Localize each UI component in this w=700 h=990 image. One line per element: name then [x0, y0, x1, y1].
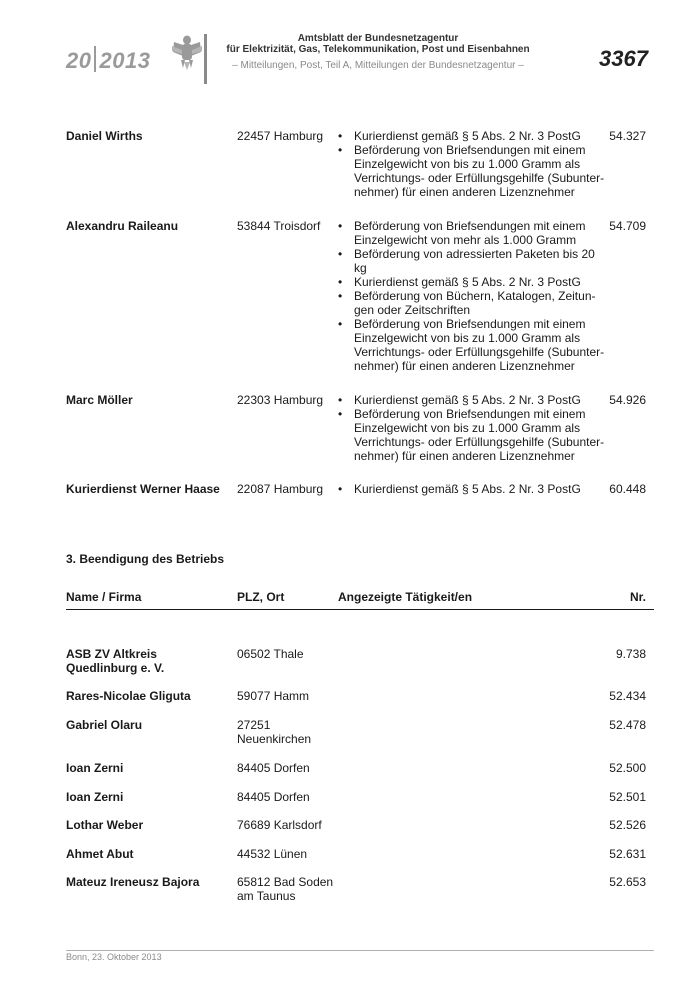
licensee-number: 54.327: [609, 129, 646, 143]
footer-date: Bonn, 23. Oktober 2013: [66, 952, 162, 962]
column-header-nr: Nr.: [629, 590, 646, 604]
activity-item: • Beförderung von Büchern, Katalogen, Zeitun-gen oder Zeitschriften: [338, 289, 608, 317]
company-city: 06502 Thale: [237, 647, 304, 661]
page-number: 3367: [599, 46, 648, 71]
company-name: Lothar Weber: [66, 818, 144, 832]
federal-eagle-icon: [170, 32, 204, 72]
licensee-number: 54.709: [609, 219, 646, 233]
licensee-city: 22457 Hamburg: [237, 129, 324, 143]
company-city: 27251 Neuenkirchen: [237, 718, 312, 746]
company-number: 9.738: [615, 647, 646, 661]
activity-item: • Kurierdienst gemäß § 5 Abs. 2 Nr. 3 PostG: [338, 129, 608, 143]
column-header-activity: Angezeigte Tätigkeit/en: [338, 590, 473, 604]
company-city: 59077 Hamm: [237, 689, 310, 703]
company-name: Ioan Zerni: [66, 790, 124, 804]
company-city: 84405 Dorfen: [237, 790, 310, 804]
company-name: Rares-Nicolae Gliguta: [66, 689, 191, 703]
issue-year: 2013: [99, 48, 151, 73]
issue-separator: [94, 46, 96, 72]
activity-item: • Beförderung von adressierten Paketen bis 20 kg: [338, 247, 608, 275]
licensee-name: Alexandru Raileanu: [66, 219, 179, 233]
company-city: 65812 Bad Soden am Taunus: [237, 875, 334, 903]
company-number: 52.653: [609, 875, 646, 889]
licensee-city: 22303 Hamburg: [237, 393, 324, 407]
issue-label: [66, 46, 150, 74]
gazette-subtitle: für Elektrizität, Gas, Telekommunikation, Post und Eisenbahnen: [226, 44, 530, 55]
gazette-title: Amtsblatt der Bundesnetzagentur: [297, 33, 459, 44]
company-number: 52.631: [609, 847, 646, 861]
column-header-name: Name / Firma: [66, 590, 142, 604]
company-name: Gabriel Olaru: [66, 718, 143, 732]
company-number: 52.478: [609, 718, 646, 732]
licensee-name: Kurierdienst Werner Haase: [66, 482, 220, 496]
licensee-city: 22087 Hamburg: [237, 482, 324, 496]
table-header-rule: [66, 609, 654, 610]
footer-rule: [66, 950, 654, 951]
column-header-city: PLZ, Ort: [237, 590, 285, 604]
licensee-name: Daniel Wirths: [66, 129, 143, 143]
company-number: 52.501: [609, 790, 646, 804]
company-number: 52.434: [609, 689, 646, 703]
activity-item: • Beförderung von Briefsendungen mit einem Einzelgewicht von bis zu 1.000 Gramm als Verrichtungs- oder Erfüllungsgehilfe (Subunter-nehmer) für einen anderen Lizenznehmer: [338, 317, 608, 373]
activity-item: • Kurierdienst gemäß § 5 Abs. 2 Nr. 3 PostG: [338, 275, 608, 289]
company-city: 76689 Karlsdorf: [237, 818, 322, 832]
licensee-name: Marc Möller: [66, 393, 133, 407]
activity-item: • Kurierdienst gemäß § 5 Abs. 2 Nr. 3 PostG: [338, 393, 608, 407]
company-city: 44532 Lünen: [237, 847, 308, 861]
header-divider: [204, 34, 207, 84]
company-name: ASB ZV Altkreis Quedlinburg e. V.: [66, 647, 165, 675]
company-name: Ioan Zerni: [66, 761, 124, 775]
licensee-number: 60.448: [609, 482, 646, 496]
company-number: 52.500: [609, 761, 646, 775]
company-city: 84405 Dorfen: [237, 761, 310, 775]
activity-item: • Beförderung von Briefsendungen mit einem Einzelgewicht von mehr als 1.000 Gramm: [338, 219, 608, 247]
activity-item: • Beförderung von Briefsendungen mit einem Einzelgewicht von bis zu 1.000 Gramm als Verrichtungs- oder Erfüllungsgehilfe (Subunter-nehmer) für einen anderen Lizenznehmer: [338, 143, 608, 199]
gazette-section: – Mitteilungen, Post, Teil A, Mitteilungen der Bundesnetzagentur –: [232, 60, 524, 71]
activity-list: [338, 219, 608, 373]
company-name: Mateuz Ireneusz Bajora: [66, 875, 200, 889]
company-number: 52.526: [609, 818, 646, 832]
licensee-number: 54.926: [609, 393, 646, 407]
licensee-city: 53844 Troisdorf: [237, 219, 321, 233]
activity-list: [338, 482, 608, 496]
section-title: 3. Beendigung des Betriebs: [66, 552, 225, 566]
activity-item: • Kurierdienst gemäß § 5 Abs. 2 Nr. 3 PostG: [338, 482, 608, 496]
company-name: Ahmet Abut: [66, 847, 134, 861]
activity-item: • Beförderung von Briefsendungen mit einem Einzelgewicht von bis zu 1.000 Gramm als Verrichtungs- oder Erfüllungsgehilfe (Subunter-nehmer) für einen anderen Lizenznehmer: [338, 407, 608, 463]
activity-list: [338, 393, 608, 463]
activity-list: [338, 129, 608, 199]
issue-number: 20: [66, 48, 92, 73]
